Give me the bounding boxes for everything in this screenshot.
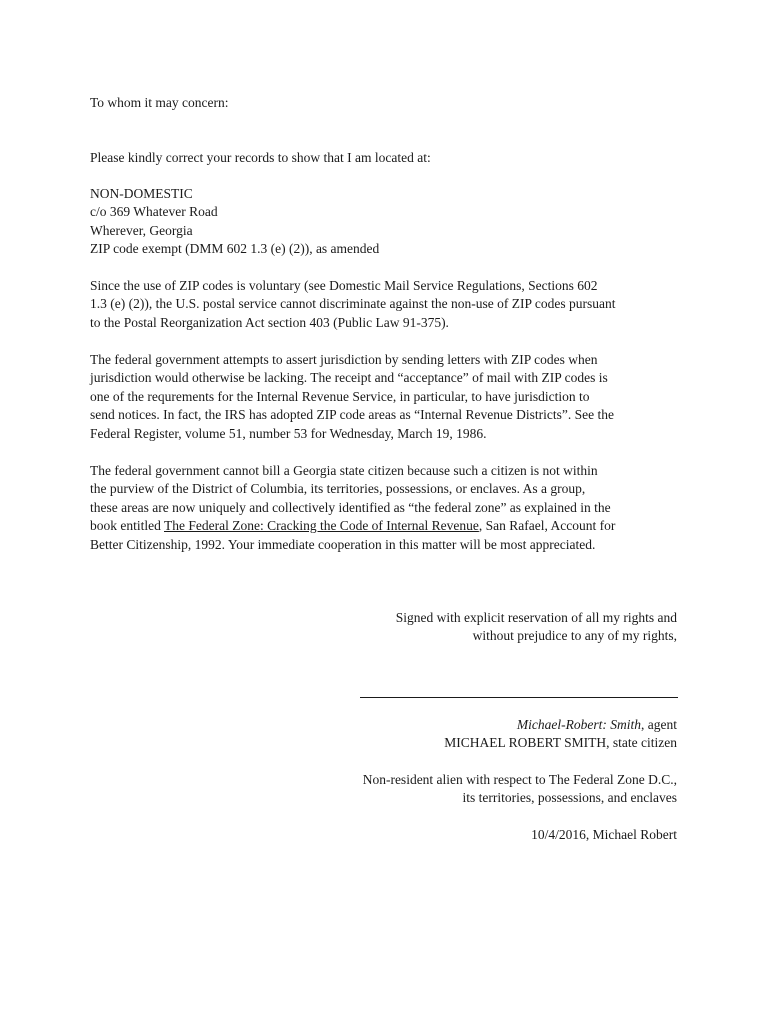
line-prefix: book entitled <box>90 518 164 534</box>
signer-name-line <box>444 716 677 734</box>
status-declaration <box>363 771 677 808</box>
book-title: The Federal Zone: Cracking the Code of Internal Revenue <box>164 518 479 534</box>
signer-block <box>444 716 677 753</box>
paragraph-line: The federal government cannot bill a Georgia state citizen because such a citizen is not within <box>90 463 598 478</box>
paragraph-line: to the Postal Reorganization Act section 403 (Public Law 91-375). <box>90 314 449 330</box>
paragraph-line: 1.3 (e) (2)), the U.S. postal service cannot discriminate against the non-use of ZIP codes pursuant <box>90 296 616 312</box>
salutation <box>90 94 690 112</box>
status-line-1: Non-resident alien with respect to The Federal Zone D.C., <box>362 772 677 787</box>
paragraph-line: Federal Register, volume 51, number 53 for Wednesday, March 19, 1986. <box>90 425 487 441</box>
address-line-1: NON-DOMESTIC <box>90 186 193 201</box>
paragraph-federal-zone <box>90 462 690 554</box>
paragraph-zip-voluntary <box>90 277 690 332</box>
signer-role: , agent <box>641 717 677 732</box>
paragraph-line: Since the use of ZIP codes is voluntary (see Domestic Mail Service Regulations, Sections 602 <box>90 278 598 293</box>
paragraph-line: The federal government attempts to assert jurisdiction by sending letters with ZIP codes when <box>90 352 598 367</box>
paragraph-line-with-title <box>90 517 690 535</box>
request-text: Please kindly correct your records to show that I am located at: <box>90 150 431 165</box>
paragraph-line: these areas are now uniquely and collectively identified as “the federal zone” as explained in the <box>90 499 611 515</box>
line-suffix: , San Rafael, Account for <box>478 518 616 534</box>
address-line-3: Wherever, Georgia <box>90 222 193 238</box>
closing-line-2: without prejudice to any of my rights, <box>472 628 677 644</box>
status-line-2: its territories, possessions, and enclaves <box>462 790 677 806</box>
paragraph-line: one of the requrements for the Internal Revenue Service, in particular, to have jurisdiction to <box>90 388 590 404</box>
address-line-2: c/o 369 Whatever Road <box>90 204 218 220</box>
date-line <box>531 826 677 844</box>
paragraph-jurisdiction <box>90 351 690 443</box>
paragraph-line: send notices. In fact, the IRS has adopted ZIP code areas as “Internal Revenue Districts”. See the <box>90 407 614 423</box>
closing-line-1: Signed with explicit reservation of all my rights and <box>395 610 677 625</box>
address-block <box>90 185 690 259</box>
paragraph-line: jurisdiction would otherwise be lacking. The receipt and “acceptance” of mail with ZIP codes is <box>90 370 608 386</box>
signer-name: Michael-Robert: Smith <box>516 717 641 732</box>
date-text: 10/4/2016, Michael Robert <box>531 827 677 842</box>
closing-reservation <box>396 609 677 646</box>
signer-legal-name: MICHAEL ROBERT SMITH, state citizen <box>444 735 677 751</box>
signature-line <box>360 697 678 698</box>
salutation-text: To whom it may concern: <box>90 95 229 110</box>
address-line-4: ZIP code exempt (DMM 602 1.3 (e) (2)), as amended <box>90 241 380 257</box>
paragraph-line: Better Citizenship, 1992. Your immediate cooperation in this matter will be most appreciated. <box>90 536 596 552</box>
paragraph-line: the purview of the District of Columbia, its territories, possessions, or enclaves. As a group, <box>90 481 586 497</box>
request-sentence <box>90 149 690 167</box>
